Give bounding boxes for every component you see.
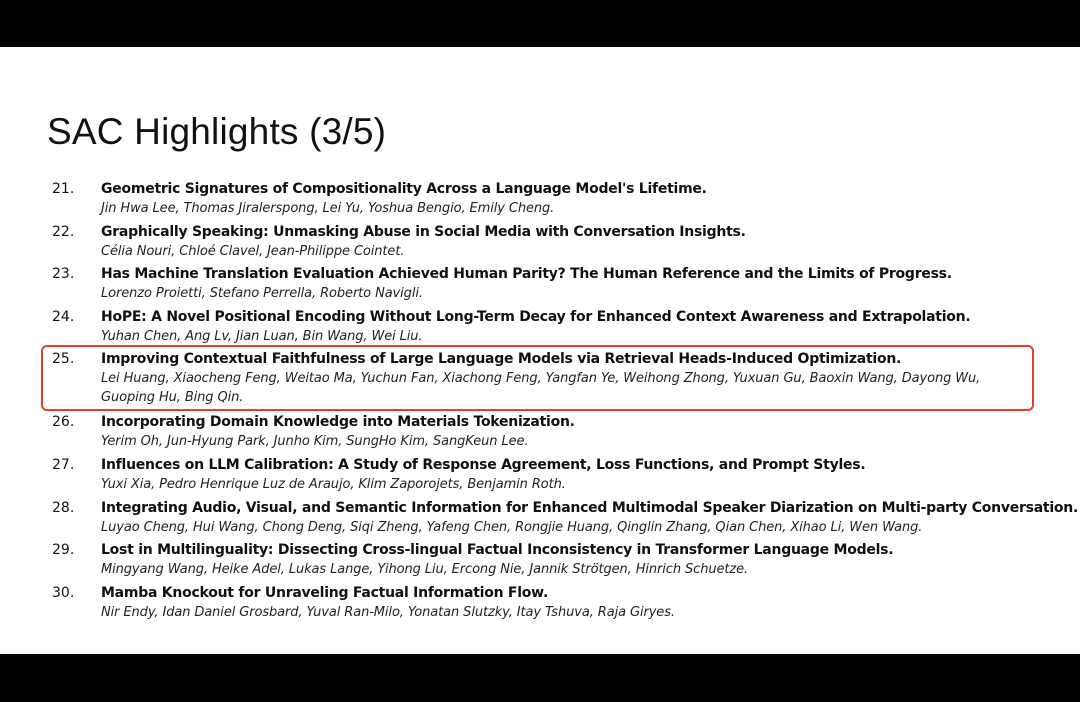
paper-title: Integrating Audio, Visual, and Semantic Information for Enhanced Multimodal Speaker Diarization on Multi-party Conversation. xyxy=(101,499,1079,516)
paper-title: Improving Contextual Faithfulness of Large Language Models via Retrieval Heads-Induced Optimization. xyxy=(101,351,902,368)
paper-number: 22. xyxy=(52,223,75,240)
slide xyxy=(0,47,1080,654)
paper-number: 25. xyxy=(52,351,75,368)
slide-title: SAC Highlights (3/5) xyxy=(47,111,387,152)
paper-title: Influences on LLM Calibration: A Study of Response Agreement, Loss Functions, and Prompt Styles. xyxy=(101,456,866,473)
paper-title: Geometric Signatures of Compositionality Across a Language Model's Lifetime. xyxy=(101,181,707,197)
paper-authors: Lei Huang, Xiaocheng Feng, Weitao Ma, Yuchun Fan, Xiachong Feng, Yangfan Ye, Weihong Zhong, Yuxuan Gu, Baoxin Wang, Dayong Wu, Guoping Hu, Bing Qin. xyxy=(101,371,981,406)
paper-number: 28. xyxy=(52,499,75,516)
paper-authors: Luyao Cheng, Hui Wang, Chong Deng, Siqi Zheng, Yafeng Chen, Rongjie Huang, Qinglin Zhang, Qian Chen, Xihao Li, Wen Wang. xyxy=(101,519,923,535)
paper-title: Graphically Speaking: Unmasking Abuse in Social Media with Conversation Insights. xyxy=(101,223,746,240)
paper-entry xyxy=(0,180,1080,223)
paper-number: 29. xyxy=(52,542,75,559)
paper-entry xyxy=(0,499,1080,542)
paper-entry xyxy=(0,541,1080,584)
paper-number: 23. xyxy=(52,266,75,283)
paper-number: 26. xyxy=(52,414,75,431)
paper-number: 21. xyxy=(52,181,75,197)
paper-entry xyxy=(0,265,1080,308)
paper-authors: Mingyang Wang, Heike Adel, Lukas Lange, Yihong Liu, Ercong Nie, Jannik Strötgen, Hinrich Schuetze. xyxy=(101,562,749,578)
paper-title: Incorporating Domain Knowledge into Materials Tokenization. xyxy=(101,414,575,431)
paper-title: Lost in Multilinguality: Dissecting Cross-lingual Factual Inconsistency in Transformer Language Models. xyxy=(101,542,894,559)
paper-title: Mamba Knockout for Unraveling Factual Information Flow. xyxy=(101,584,549,601)
paper-authors: Célia Nouri, Chloé Clavel, Jean-Philippe Cointet. xyxy=(101,243,405,259)
paper-title: Has Machine Translation Evaluation Achieved Human Parity? The Human Reference and the Limits of Progress. xyxy=(101,266,952,283)
paper-entry xyxy=(0,584,1080,627)
paper-number: 24. xyxy=(52,308,75,325)
paper-authors: Yuhan Chen, Ang Lv, Jian Luan, Bin Wang, Wei Liu. xyxy=(101,328,423,344)
paper-number: 27. xyxy=(52,456,75,473)
paper-number: 30. xyxy=(52,584,75,601)
paper-authors: Nir Endy, Idan Daniel Grosbard, Yuval Ran-Milo, Yonatan Slutzky, Itay Tshuva, Raja Giryes. xyxy=(101,604,675,620)
paper-entry xyxy=(0,413,1080,456)
paper-authors: Yerim Oh, Jun-Hyung Park, Junho Kim, SungHo Kim, SangKeun Lee. xyxy=(101,434,529,450)
bottom-letterbox-bar xyxy=(0,654,1080,702)
top-letterbox-bar xyxy=(0,0,1080,47)
paper-authors: Yuxi Xia, Pedro Henrique Luz de Araujo, Klim Zaporojets, Benjamin Roth. xyxy=(101,476,566,492)
paper-authors: Lorenzo Proietti, Stefano Perrella, Roberto Navigli. xyxy=(101,286,423,302)
paper-title: HoPE: A Novel Positional Encoding Without Long-Term Decay for Enhanced Context Awareness and Extrapolation. xyxy=(101,308,971,325)
paper-entry xyxy=(0,456,1080,499)
paper-entry xyxy=(0,223,1080,266)
paper-entry xyxy=(0,308,1080,351)
paper-authors: Jin Hwa Lee, Thomas Jiralerspong, Lei Yu, Yoshua Bengio, Emily Cheng. xyxy=(101,201,555,216)
highlight-box xyxy=(41,345,1034,411)
